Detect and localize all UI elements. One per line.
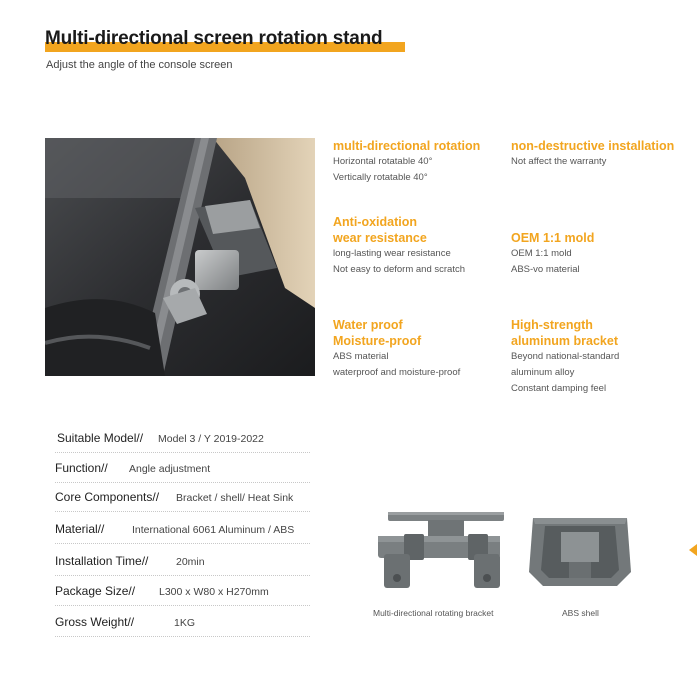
bracket-caption: Multi-directional rotating bracket [373,608,494,618]
next-arrow-icon [689,544,697,556]
spec-label: Function// [55,461,108,475]
spec-label: Package Size// [55,584,136,598]
spec-label: Material// [55,522,105,536]
feature-heading: Moisture-proof [333,334,422,348]
feature-line: aluminum alloy [511,367,575,378]
feature-line: long-lasting wear resistance [333,248,451,259]
spec-value: L300 x W80 x H270mm [159,586,269,598]
spec-row-material [55,515,310,544]
feature-line: Vertically rotatable 40° [333,172,428,183]
feature-heading: non-destructive installation [511,139,675,153]
spec-label: Suitable Model// [57,431,144,445]
product-photo [45,138,315,376]
spec-label: Installation Time// [55,554,149,568]
spec-value: 20min [176,556,205,568]
feature-line: OEM 1:1 mold [511,248,572,259]
spec-row-core-components [55,483,310,512]
spec-label: Gross Weight// [55,615,135,629]
feature-heading: High-strength [511,318,593,332]
feature-heading: aluminum bracket [511,334,618,348]
feature-multi-directional-rotation [333,138,480,186]
spec-label: Core Components// [55,490,160,504]
page-subtitle: Adjust the angle of the console screen [46,59,233,71]
feature-heading: Water proof [333,318,403,332]
feature-line: ABS-vo material [511,264,580,275]
abs-shell-image [527,512,633,595]
spec-value: Model 3 / Y 2019-2022 [158,433,264,445]
feature-aluminum-bracket [511,317,619,397]
feature-line: Not easy to deform and scratch [333,264,466,275]
feature-line: Constant damping feel [511,383,607,394]
spec-row-gross-weight [55,608,310,637]
feature-heading: wear resistance [333,231,427,245]
feature-line: Horizontal rotatable 40° [333,156,433,167]
spec-value: Bracket / shell/ Heat Sink [176,492,294,504]
feature-anti-oxidation [333,214,465,278]
feature-line: waterproof and moisture-proof [333,367,461,378]
title-block [45,28,382,50]
feature-non-destructive-installation [511,138,674,170]
spec-value: 1KG [174,617,196,629]
abs-shell-caption: ABS shell [562,608,599,618]
spec-row-installation-time [55,547,310,576]
feature-line: Not affect the warranty [511,156,607,167]
spec-value: International 6061 Aluminum / ABS [132,524,295,536]
feature-heading: OEM 1:1 mold [511,231,595,245]
feature-oem-mold [511,230,594,278]
page-title: Multi-directional screen rotation stand [45,28,383,49]
spec-value: Angle adjustment [129,463,211,475]
feature-heading: Anti-oxidation [333,215,418,229]
bracket-image [370,508,510,603]
feature-line: Beyond national-standard [511,351,620,362]
feature-waterproof [333,317,460,381]
spec-row-package-size [55,577,310,606]
feature-heading: multi-directional rotation [333,139,481,153]
spec-row-suitable-model [55,424,310,453]
spec-row-function [55,454,310,483]
feature-line: ABS material [333,351,389,362]
